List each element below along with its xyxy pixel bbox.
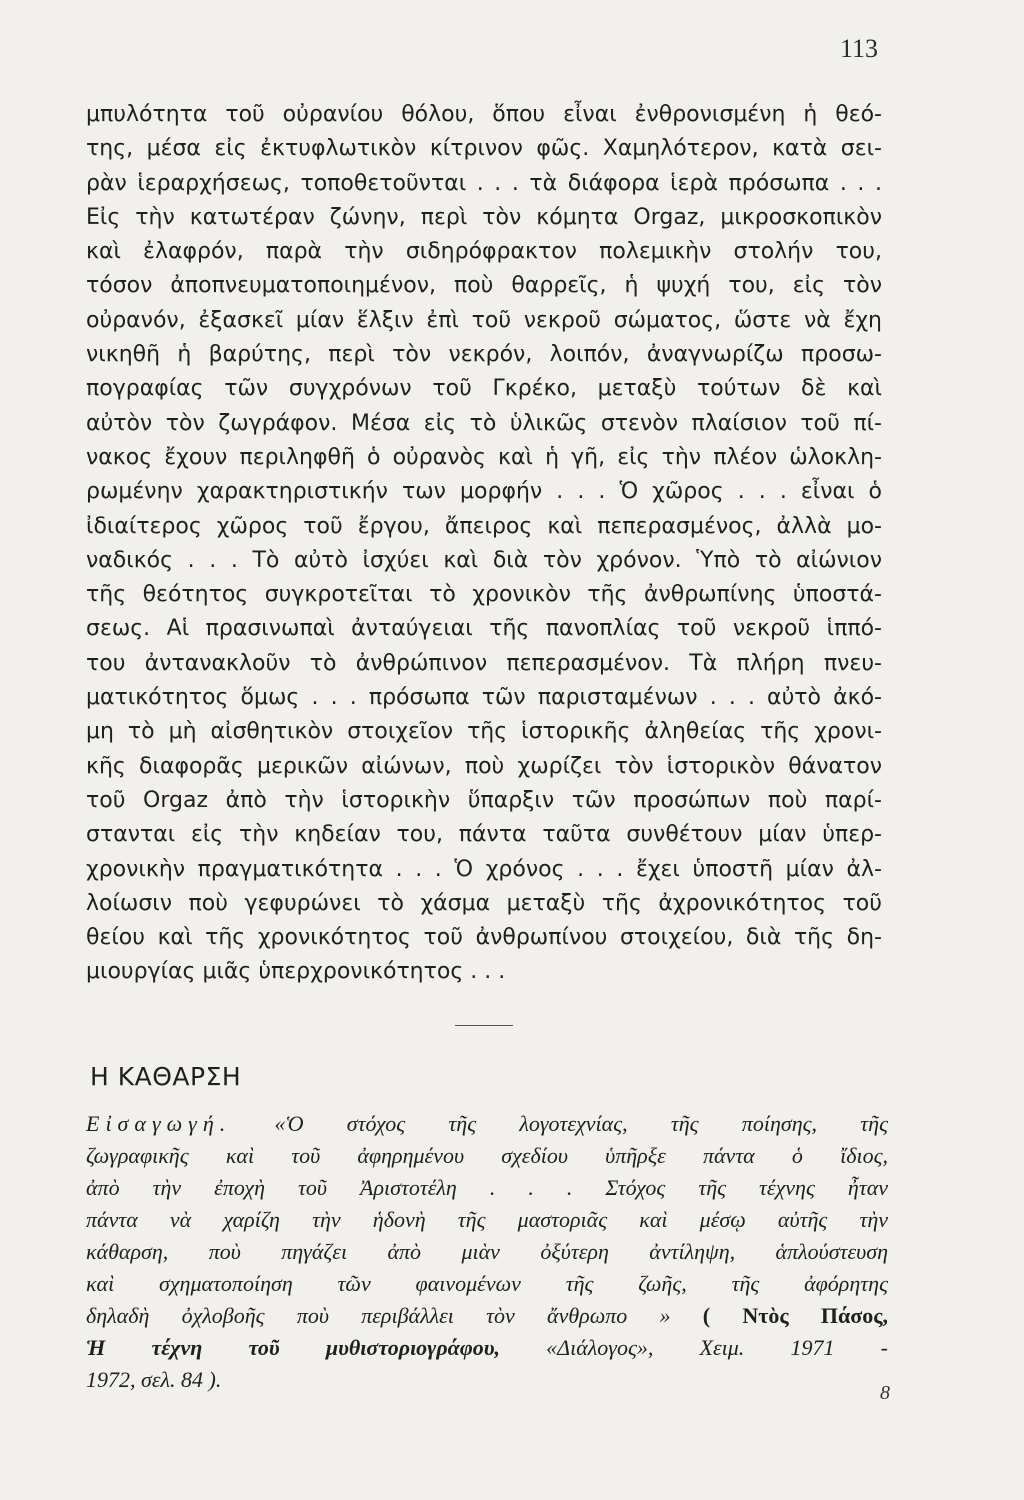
quote-line: ζωγραφικῆς καὶ τοῦ ἀφηρημένου σχεδίου ὑπῆρξε πάντα ὁ ἴδιος,	[86, 1143, 888, 1168]
quote-line: καὶ σχηματοποίηση τῶν φαινομένων τῆς ζωῆς, τῆς ἀφόρητης	[86, 1271, 888, 1296]
text-line: καὶ ἐλαφρόν, παρὰ τὴν σιδηρόφρακτον πολεμικὴν στολήν του,	[86, 239, 882, 265]
text-line: πογραφίας τῶν συγχρόνων τοῦ Γκρέκο, μεταξὺ τούτων δὲ καὶ	[86, 376, 882, 402]
citation-source: «Διάλογος», Χειμ. 1971 -	[546, 1335, 888, 1360]
quote-text: δηλαδὴ ὀχλοβοῆς ποὺ περιβάλλει τὸν ἄνθρωπο »	[86, 1303, 671, 1328]
text-line: ρωμένην χαρακτηριστικήν των μορφήν . . . Ὁ χῶρος . . . εἶναι ὁ	[86, 479, 882, 505]
quote-line-8	[86, 1332, 888, 1364]
citation-year: 1972, σελ. 84 ).	[86, 1367, 222, 1392]
text-line: οὐρανόν, ἐξασκεῖ μίαν ἕλξιν ἐπὶ τοῦ νεκροῦ σώματος, ὥστε νὰ ἔχη	[86, 307, 882, 333]
text-line: τόσον ἀποπνευματοποιημένον, ποὺ θαρρεῖς, ἡ ψυχή του, εἰς τὸν	[86, 273, 882, 299]
quote-line: πάντα νὰ χαρίζη τὴν ἡδονὴ τῆς μαστοριᾶς καὶ μέσῳ αὐτῆς τὴν	[86, 1207, 888, 1232]
text-line: θείου καὶ τῆς χρονικότητος τοῦ ἀνθρωπίνου στοιχείου, διὰ τῆς δη-	[86, 925, 882, 951]
text-line: ναδικός . . . Τὸ αὐτὸ ἰσχύει καὶ διὰ τὸν χρόνον. Ὑπὸ τὸ αἰώνιον	[86, 547, 882, 573]
text-line: της, μέσα εἰς ἐκτυφλωτικὸν κίτρινον φῶς. Χαμηλότερον, κατὰ σει-	[86, 136, 882, 162]
quote-line: ἀπὸ τὴν ἐποχὴ τοῦ Ἀριστοτέλη . . . Στόχος τῆς τέχνης ἦταν	[86, 1175, 888, 1200]
citation-author: ( Ντὸς Πάσος,	[702, 1303, 889, 1328]
text-line: λοίωσιν ποὺ γεφυρώνει τὸ χάσμα μεταξὺ τῆς ἀχρονικότητος τοῦ	[86, 890, 882, 916]
section-heading: Η ΚΑΘΑΡΣΗ	[90, 1062, 242, 1091]
citation-title: Ἡ τέχνη τοῦ μυθιστοριογράφου,	[86, 1335, 500, 1360]
page-number: 113	[839, 34, 878, 63]
section-divider	[455, 1025, 513, 1026]
text-line: κῆς διαφορᾶς μερικῶν αἰώνων, ποὺ χωρίζει τὸν ἱστορικὸν θάνατον	[86, 753, 882, 779]
text-line: ρὰν ἱεραρχήσεως, τοποθετοῦνται . . . τὰ διάφορα ἱερὰ πρόσωπα . . .	[86, 170, 882, 196]
text-line: Εἰς τὴν κατωτέραν ζώνην, περὶ τὸν κόμητα Orgaz, μικροσκοπικὸν	[86, 204, 882, 230]
text-line: μπυλότητα τοῦ οὐρανίου θόλου, ὅπου εἶναι ἐνθρονισμένη ἡ θεό-	[86, 102, 882, 127]
text-line: ματικότητος ὅμως . . . πρόσωπα τῶν παρισταμένων . . . αὐτὸ ἀκό-	[86, 685, 882, 711]
quote-line: κάθαρση, ποὺ πηγάζει ἀπὸ μιὰν ὀξύτερη ἀντίληψη, ἁπλούστευση	[86, 1239, 888, 1264]
text-line: σεως. Αἱ πρασινωπαὶ ἀνταύγειαι τῆς πανοπλίας τοῦ νεκροῦ ἱππό-	[86, 616, 882, 642]
quote-text: «Ὁ στόχος τῆς λογοτεχνίας, τῆς ποίησης, τῆς	[274, 1111, 888, 1136]
text-line: αὐτὸν τὸν ζωγράφον. Μέσα εἰς τὸ ὑλικῶς στενὸν πλαίσιον τοῦ πί-	[86, 410, 882, 436]
text-line: μιουργίας μιᾶς ὑπερχρονικότητος . . .	[86, 959, 506, 985]
body-paragraph	[86, 98, 882, 990]
text-line: νικηθῆ ἡ βαρύτης, περὶ τὸν νεκρόν, λοιπόν, ἀναγνωρίζω προσω-	[86, 342, 882, 368]
intro-quote	[86, 1108, 888, 1396]
text-line: τῆς θεότητος συγκροτεῖται τὸ χρονικὸν τῆς ἀνθρωπίνης ὑποστά-	[86, 582, 882, 608]
text-line: ἰδιαίτερος χῶρος τοῦ ἔργου, ἄπειρος καὶ πεπερασμένος, ἀλλὰ μο-	[86, 513, 882, 539]
intro-label: Εἰσαγωγή.	[86, 1111, 232, 1136]
text-line: χρονικὴν πραγματικότητα . . . Ὁ χρόνος . . . ἔχει ὑποστῆ μίαν ἀλ-	[86, 856, 882, 882]
text-line: στανται εἰς τὴν κηδείαν του, πάντα ταῦτα συνθέτουν μίαν ὑπερ-	[86, 822, 882, 848]
intro-line-1	[86, 1108, 888, 1140]
quote-line-7	[86, 1300, 888, 1332]
signature-mark: 8	[880, 1382, 890, 1404]
text-line: τοῦ Orgaz ἀπὸ τὴν ἱστορικὴν ὕπαρξιν τῶν προσώπων ποὺ παρί-	[86, 787, 882, 813]
text-line: νακος ἔχουν περιληφθῆ ὁ οὐρανὸς καὶ ἡ γῆ, εἰς τὴν πλέον ὡλοκλη-	[86, 444, 882, 470]
text-line: μη τὸ μὴ αἰσθητικὸν στοιχεῖον τῆς ἱστορικῆς ἀληθείας τῆς χρονι-	[86, 719, 882, 745]
text-line: του ἀντανακλοῦν τὸ ἀνθρώπινον πεπερασμένον. Τὰ πλήρη πνευ-	[86, 650, 882, 676]
